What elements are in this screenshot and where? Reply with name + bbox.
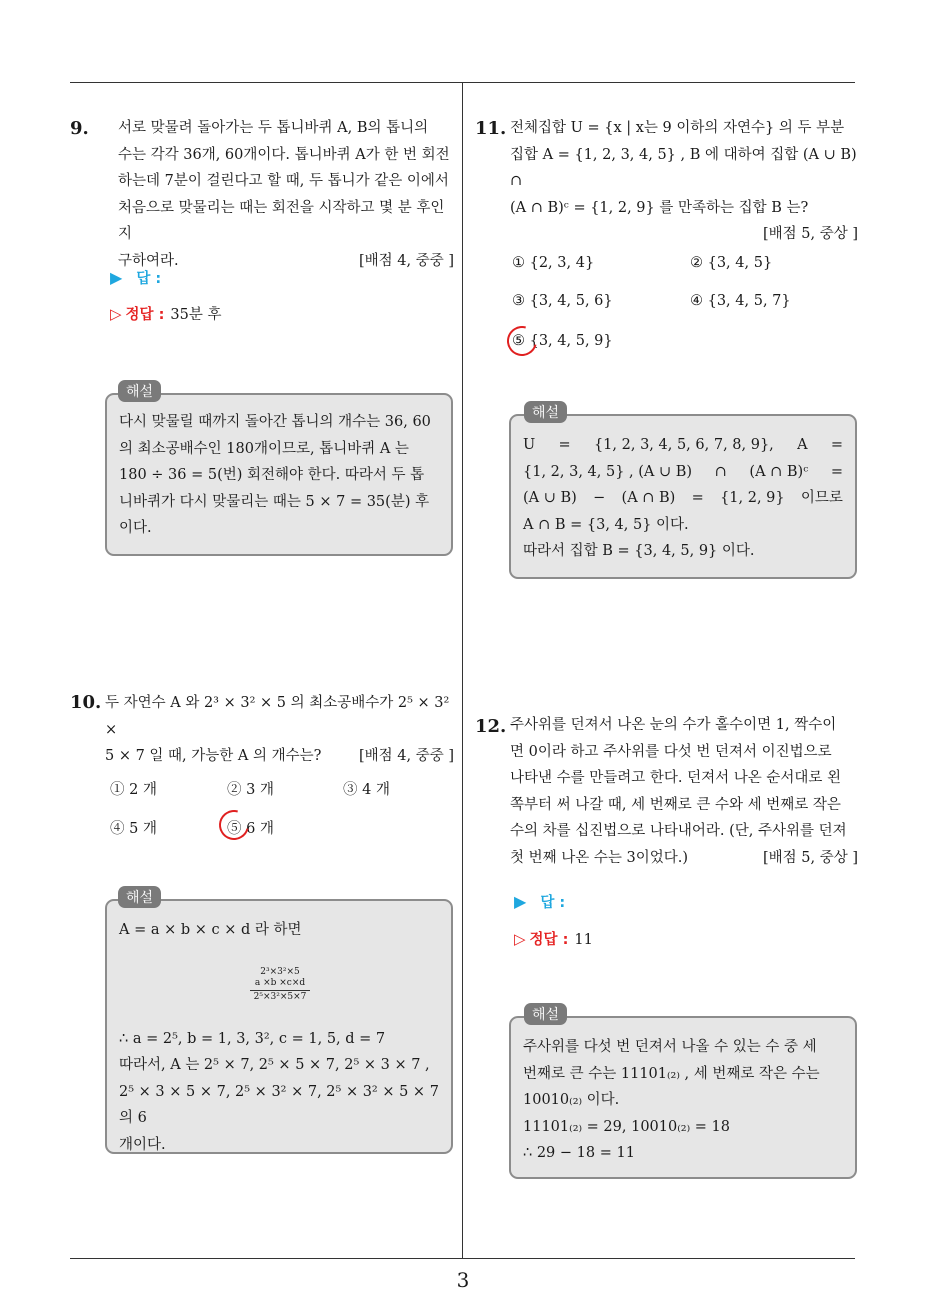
selected-answer-circle-icon xyxy=(502,321,543,362)
bottom-rule xyxy=(70,1258,855,1259)
question-11-solution-box: U = {1, 2, 3, 4, 5, 6, 7, 8, 9}, A = {1, 2, 3, 4, 5} , (A ∪ B) ∩ (A ∩ B)ᶜ = (A ∪ B) − (A ∩ B) = {1, 2, 9} 이므로 A ∩ B = {3, 4, 5} 이다. 따라서 집합 B = {3, 4, 5, 9} 이다. xyxy=(509,414,857,579)
column-divider xyxy=(462,82,463,1258)
question-12-meta: [배점 5, 중상 ] xyxy=(762,849,858,866)
question-11-number: 11. xyxy=(475,118,507,139)
question-10-option-5[interactable]: ⑤ 6 개 xyxy=(227,821,274,837)
selected-answer-circle-icon xyxy=(214,805,255,846)
solution-fraction: 2³×3²×5 a ×b ×c×d 2⁵×3²×5×7 xyxy=(250,967,310,1003)
question-11-solution-tag: 해설 xyxy=(524,401,567,423)
question-9-number: 9. xyxy=(70,118,89,139)
page-number: 3 xyxy=(456,1268,470,1292)
question-11-option-1[interactable]: ① {2, 3, 4} xyxy=(512,255,595,271)
question-10-solution-tag: 해설 xyxy=(118,886,161,908)
question-11-option-2[interactable]: ② {3, 4, 5} xyxy=(690,255,773,271)
question-10-text: 두 자연수 A 와 2³ × 3² × 5 의 최소공배수가 2⁵ × 3² × 5 × 7 일 때, 가능한 A 의 개수는? [배점 4, 중중 ] xyxy=(105,690,454,770)
question-9-meta: [배점 4, 중중 ] xyxy=(358,252,454,269)
question-9-text: 서로 맞물려 돌아가는 두 톱니바퀴 A, B의 톱니의 수는 각각 36개, 60개이다. 톱니바퀴 A가 한 번 회전 하는데 7분이 걸린다고 할 때, 두 톱니가 같은 이에서 처음으로 맞물리는 때는 회전을 시작하고 몇 분 후인지 구하여라. [배점 4, 중중 ] xyxy=(118,115,454,274)
play-triangle-icon: ▶ xyxy=(110,268,123,287)
question-10-option-2[interactable]: ② 3 개 xyxy=(227,782,274,798)
question-10-option-1[interactable]: ① 2 개 xyxy=(110,782,157,798)
question-12-solution-box: 주사위를 다섯 번 던져서 나올 수 있는 수 중 세 번째로 큰 수는 11101₍₂₎ , 세 번째로 작은 수는 10010₍₂₎ 이다. 11101₍₂₎ = 29, 10010₍₂₎ = 18 ∴ 29 − 18 = 11 xyxy=(509,1016,857,1179)
question-11-option-5[interactable]: ⑤ {3, 4, 5, 9} xyxy=(512,333,613,349)
question-11-text: 전체집합 U = {x | x는 9 이하의 자연수} 의 두 부분 집합 A = {1, 2, 3, 4, 5} , B 에 대하여 집합 (A ∪ B) ∩ (A ∩ B)ᶜ = {1, 2, 9} 를 만족하는 집합 B 는? [배점 5, 중상 ] xyxy=(510,115,858,248)
question-9-answer-row: ▶ 답 : xyxy=(110,268,162,287)
question-9-solution-tag: 해설 xyxy=(118,380,161,402)
question-10-solution-box: A = a × b × c × d 라 하면 2³×3²×5 a ×b ×c×d 2⁵×3²×5×7 ∴ a = 2⁵, b = 1, 3, 3², c = 1, 5, d = 7 따라서, A 는 2⁵ × 7, 2⁵ × 5 × 7, 2⁵ × 3 × 7 , 2⁵ × 3 × 5 × 7, 2⁵ × 3² × 7, 2⁵ × 3² × 5 × 7 의 6 개이다. xyxy=(105,899,453,1154)
question-11-option-3[interactable]: ③ {3, 4, 5, 6} xyxy=(512,293,613,309)
question-12-answer-row: ▶ 답 : xyxy=(514,892,566,911)
question-11-option-4[interactable]: ④ {3, 4, 5, 7} xyxy=(690,293,791,309)
question-12-solution-tag: 해설 xyxy=(524,1003,567,1025)
play-triangle-icon: ▶ xyxy=(514,892,527,911)
question-10-option-4[interactable]: ④ 5 개 xyxy=(110,821,157,837)
question-9-solution-box: 다시 맞물릴 때까지 돌아간 톱니의 개수는 36, 60 의 최소공배수인 180개이므로, 톱니바퀴 A 는 180 ÷ 36 = 5(번) 회전해야 한다. 따라서 두 톱 니바퀴가 다시 맞물리는 때는 5 × 7 = 35(분) 후 이다. xyxy=(105,393,453,556)
question-10-option-3[interactable]: ③ 4 개 xyxy=(343,782,390,798)
question-12-correct-answer: ▷ 정답 : 11 xyxy=(514,930,593,948)
outline-triangle-icon: ▷ xyxy=(110,305,122,323)
question-12-number: 12. xyxy=(475,716,507,737)
fraction-bar xyxy=(250,990,310,991)
question-11-meta: [배점 5, 중상 ] xyxy=(762,226,858,242)
outline-triangle-icon: ▷ xyxy=(514,930,526,948)
question-12-text: 주사위를 던져서 나온 눈의 수가 홀수이면 1, 짝수이 면 0이라 하고 주사위를 다섯 번 던져서 이진법으로 나타낸 수를 만들려고 한다. 던져서 나온 순서대로 왼 쪽부터 써 나갈 때, 세 번째로 큰 수와 세 번째로 작은 수의 차를 십진법으로 나타내어라. (단, 주사위를 던져 첫 번째 나온 수는 3이었다.) [배점 5, 중상 ] xyxy=(510,712,858,871)
question-10-number: 10. xyxy=(70,692,102,713)
question-10-meta: [배점 4, 중중 ] xyxy=(358,748,454,764)
question-9-correct-answer: ▷ 정답 : 35분 후 xyxy=(110,305,222,323)
